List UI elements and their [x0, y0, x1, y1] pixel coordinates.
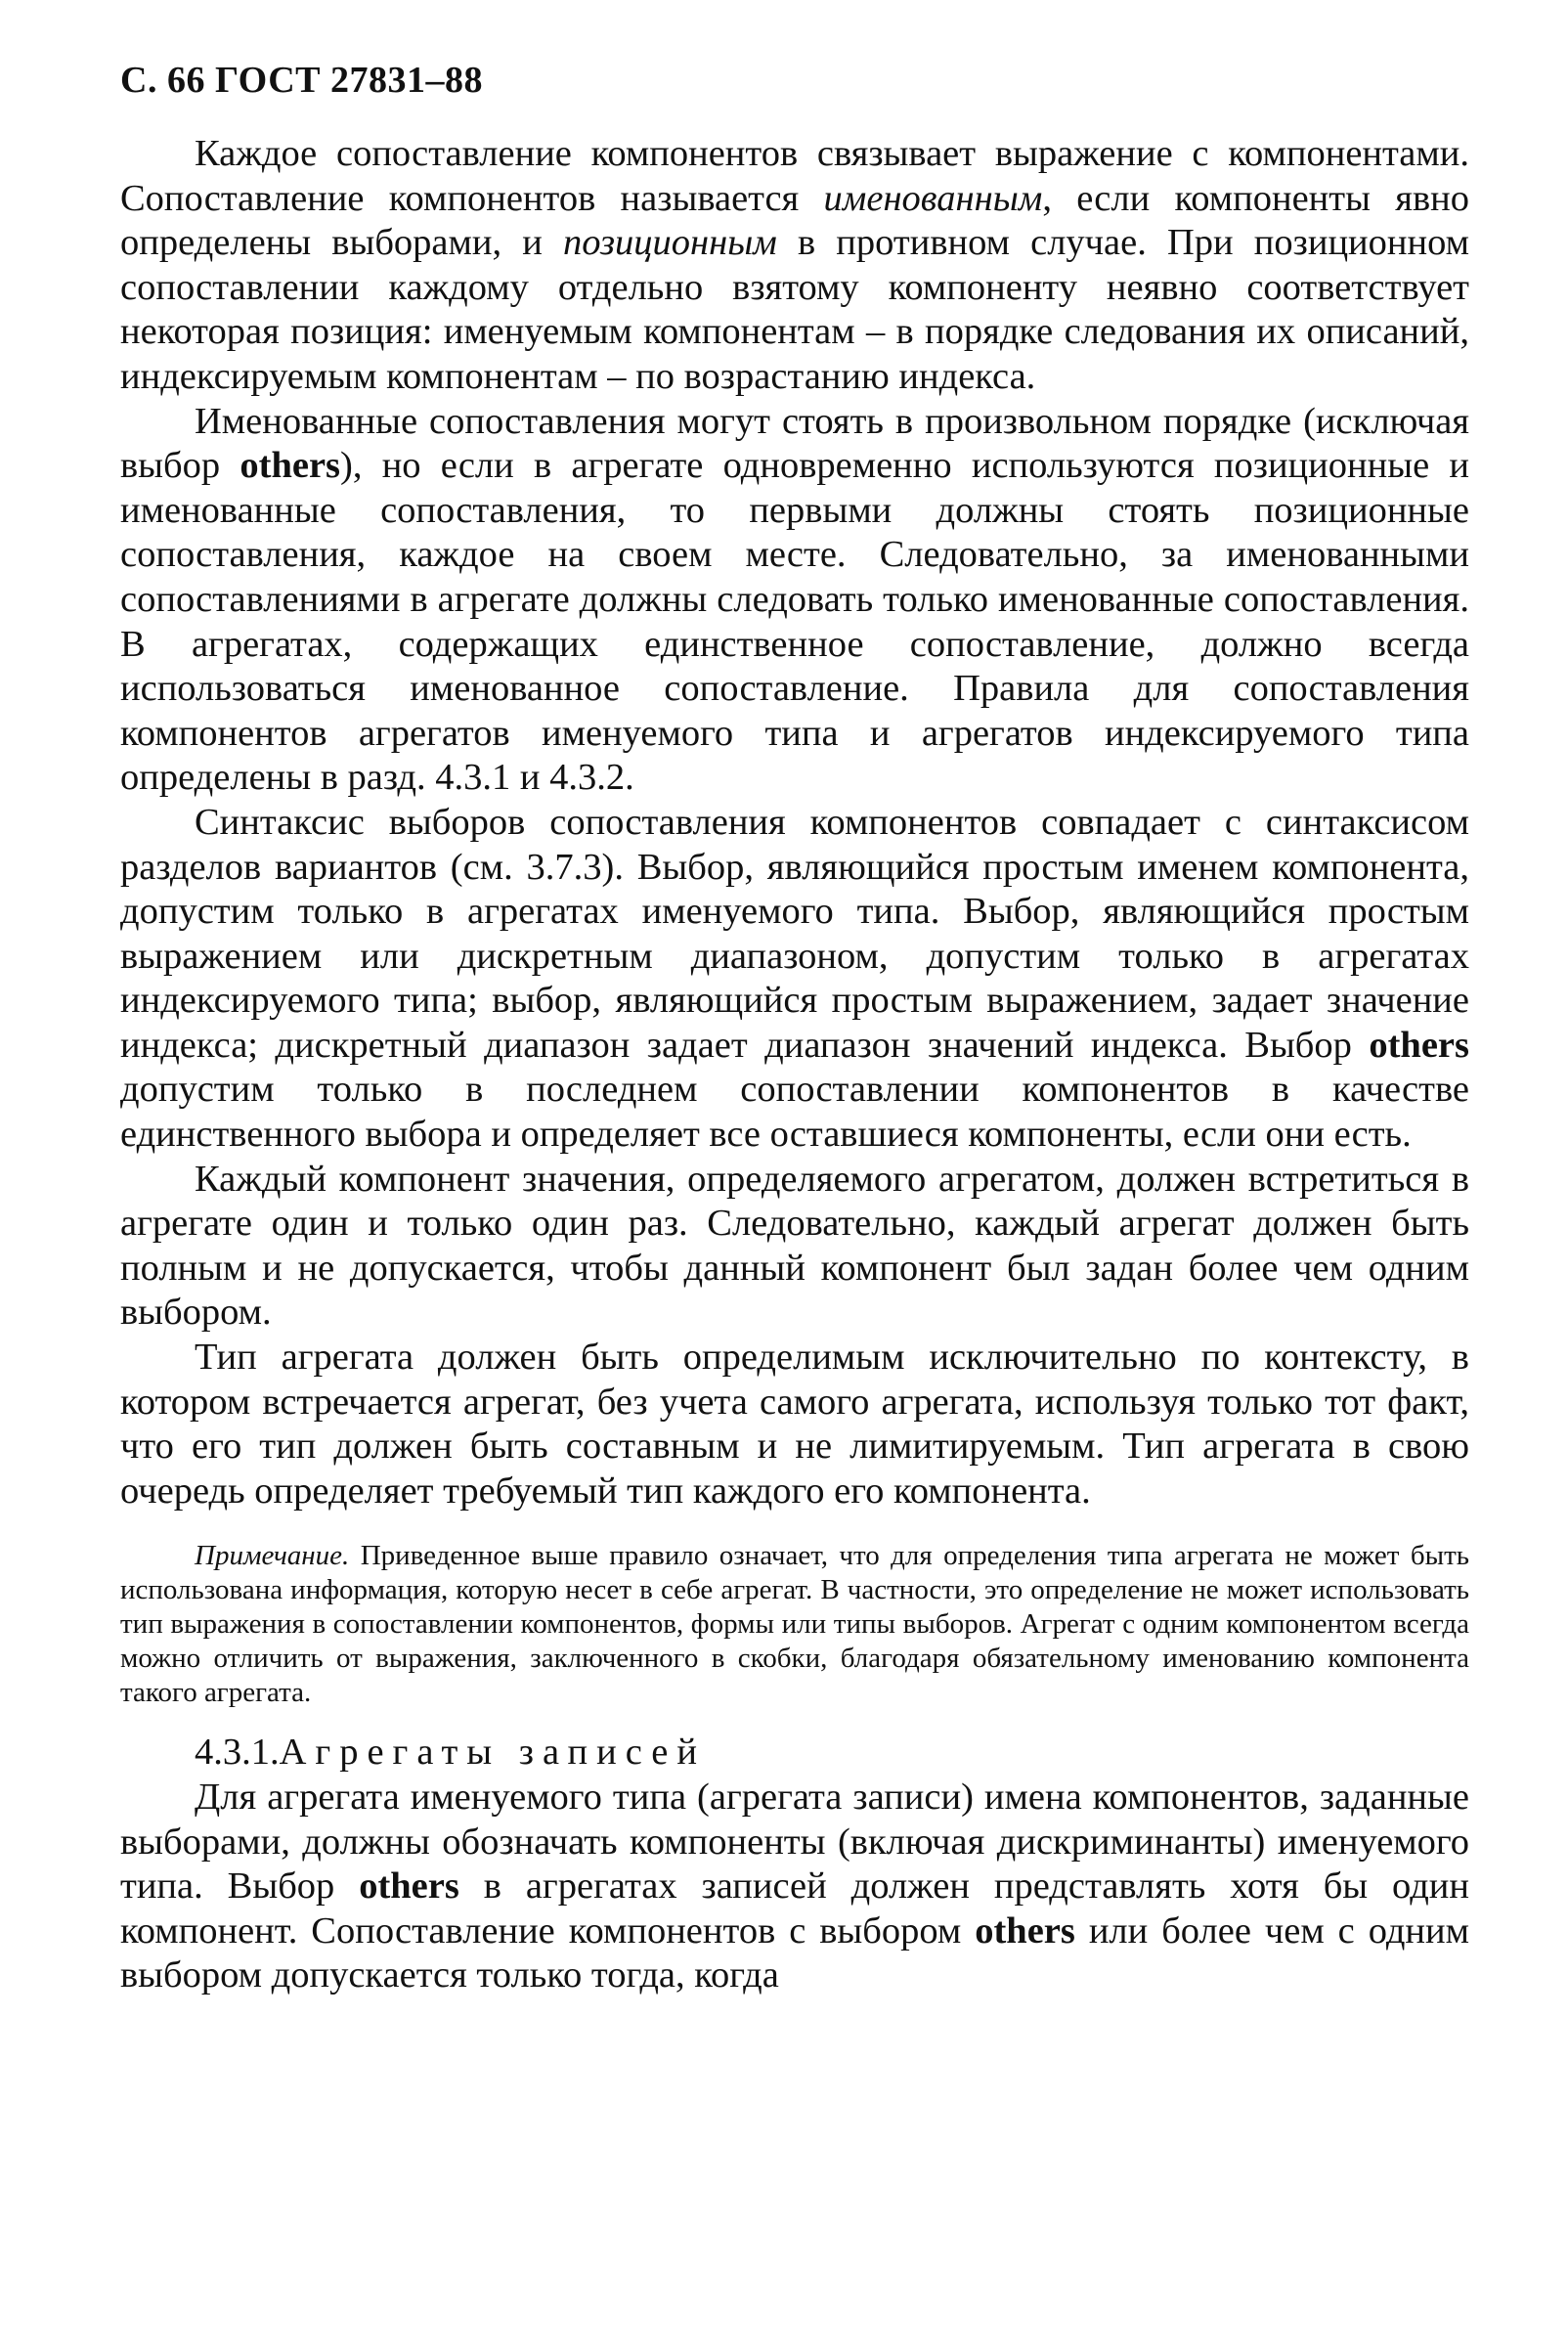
term-named: именованным [823, 177, 1043, 219]
note-block [120, 1539, 1469, 1709]
paragraph-text: Каждое сопоставление компонентов связывает выражение с компонентами. Сопоставление компонентов называется [120, 133, 1469, 219]
keyword-others: others [359, 1865, 459, 1908]
note-label: Примечание. [195, 1540, 350, 1572]
paragraph-aggregate-type [120, 1336, 1469, 1513]
section-heading [120, 1731, 1469, 1776]
paragraph-text: ), но если в агрегате одновременно используются позиционные и именованные сопоставления, то первыми должны стоять позиционные сопоставления, каждое на своем месте. Следовательно, за именованными сопоставлениями в агрегате должны следовать только именованные сопоставления. В агрегатах, содержащих единственное сопоставление, должно всегда использоваться именованное сопоставление. Правила для сопоставления компонентов агрегатов именуемого типа и агрегатов индексируемого типа определены в разд. 4.3.1 и 4.3.2. [120, 445, 1469, 799]
paragraph-component-associations [120, 132, 1469, 400]
paragraph-record-aggregates [120, 1776, 1469, 1998]
keyword-others: others [975, 1909, 1075, 1952]
paragraph-text: Именованные сопоставления могут стоять в произвольном порядке (исключая выбор [120, 400, 1469, 487]
running-head: С. 66 ГОСТ 27831–88 [120, 60, 483, 101]
paragraph-text: Тип агрегата должен быть определимым исключительно по контексту, в котором встречается агрегат, без учета самого агрегата, используя только тот факт, что его тип должен быть составным и не лимитируемым. Тип агрегата в свою очередь определяет требуемый тип каждого его компонента. [120, 1337, 1469, 1512]
paragraph-text: или более чем с одним выбором допускается только тогда, когда [120, 1909, 1469, 1996]
paragraph-text: Для агрегата именуемого типа (агрегата записи) имена компонентов, заданные выборами, должны обозначать компоненты (включая дискриминанты) именуемого типа. Выбор [120, 1776, 1469, 1908]
paragraph-each-component [120, 1158, 1469, 1336]
keyword-others: others [1369, 1024, 1469, 1066]
paragraph-text: в агрегатах записей должен представлять хотя бы один компонент. Сопоставление компонентов с выбором [120, 1865, 1469, 1952]
term-positional: позиционным [562, 222, 777, 264]
section-title: Агрегаты записей [279, 1732, 707, 1774]
note-text: Приведенное выше правило означает, что для определения типа агрегата не может быть использована информация, которую несет в себе агрегат. В частности, это определение не может использовать тип выражения в сопоставлении компонентов, формы или типы выборов. Агрегат с одним компонентом всегда можно отличить от выражения, заключенного в скобки, благодаря обязательному именованию компонента такого агрегата. [120, 1540, 1469, 1708]
paragraph-text: в противном случае. При позиционном сопоставлении каждому отдельно взятому компоненту неявно соответствует некоторая позиция: именуемым компонентам – в порядке следования их описаний, индексируемым компонентам – по возрастанию индекса. [120, 222, 1469, 397]
section-number: 4.3.1. [195, 1732, 280, 1774]
paragraph-text: Синтаксис выборов сопоставления компонентов совпадает с синтаксисом разделов вариантов (см. 3.7.3). Выбор, являющийся простым именем компонента, допустим только в агрегатах именуемого типа. Выбор, являющийся простым выражением или дискретным диапазоном, допустим только в агрегатах индексируемого типа; выбор, являющийся простым выражением, задает значение индекса; дискретный диапазон задает диапазон значений индекса. Выбор [120, 801, 1469, 1066]
paragraph-text: , если компоненты явно определены выборами, и [120, 177, 1469, 264]
keyword-others: others [240, 445, 341, 487]
page-body [120, 132, 1469, 1998]
paragraph-text: Каждый компонент значения, определяемого агрегатом, должен встретиться в агрегате один и только один раз. Следовательно, каждый агрегат должен быть полным и не допускается, чтобы данный компонент был задан более чем одним выбором. [120, 1158, 1469, 1334]
paragraph-named-associations [120, 400, 1469, 801]
paragraph-text: допустим только в последнем сопоставлении компонентов в качестве единственного выбора и определяет все оставшиеся компоненты, если они есть. [120, 1069, 1469, 1156]
paragraph-choice-syntax [120, 801, 1469, 1158]
